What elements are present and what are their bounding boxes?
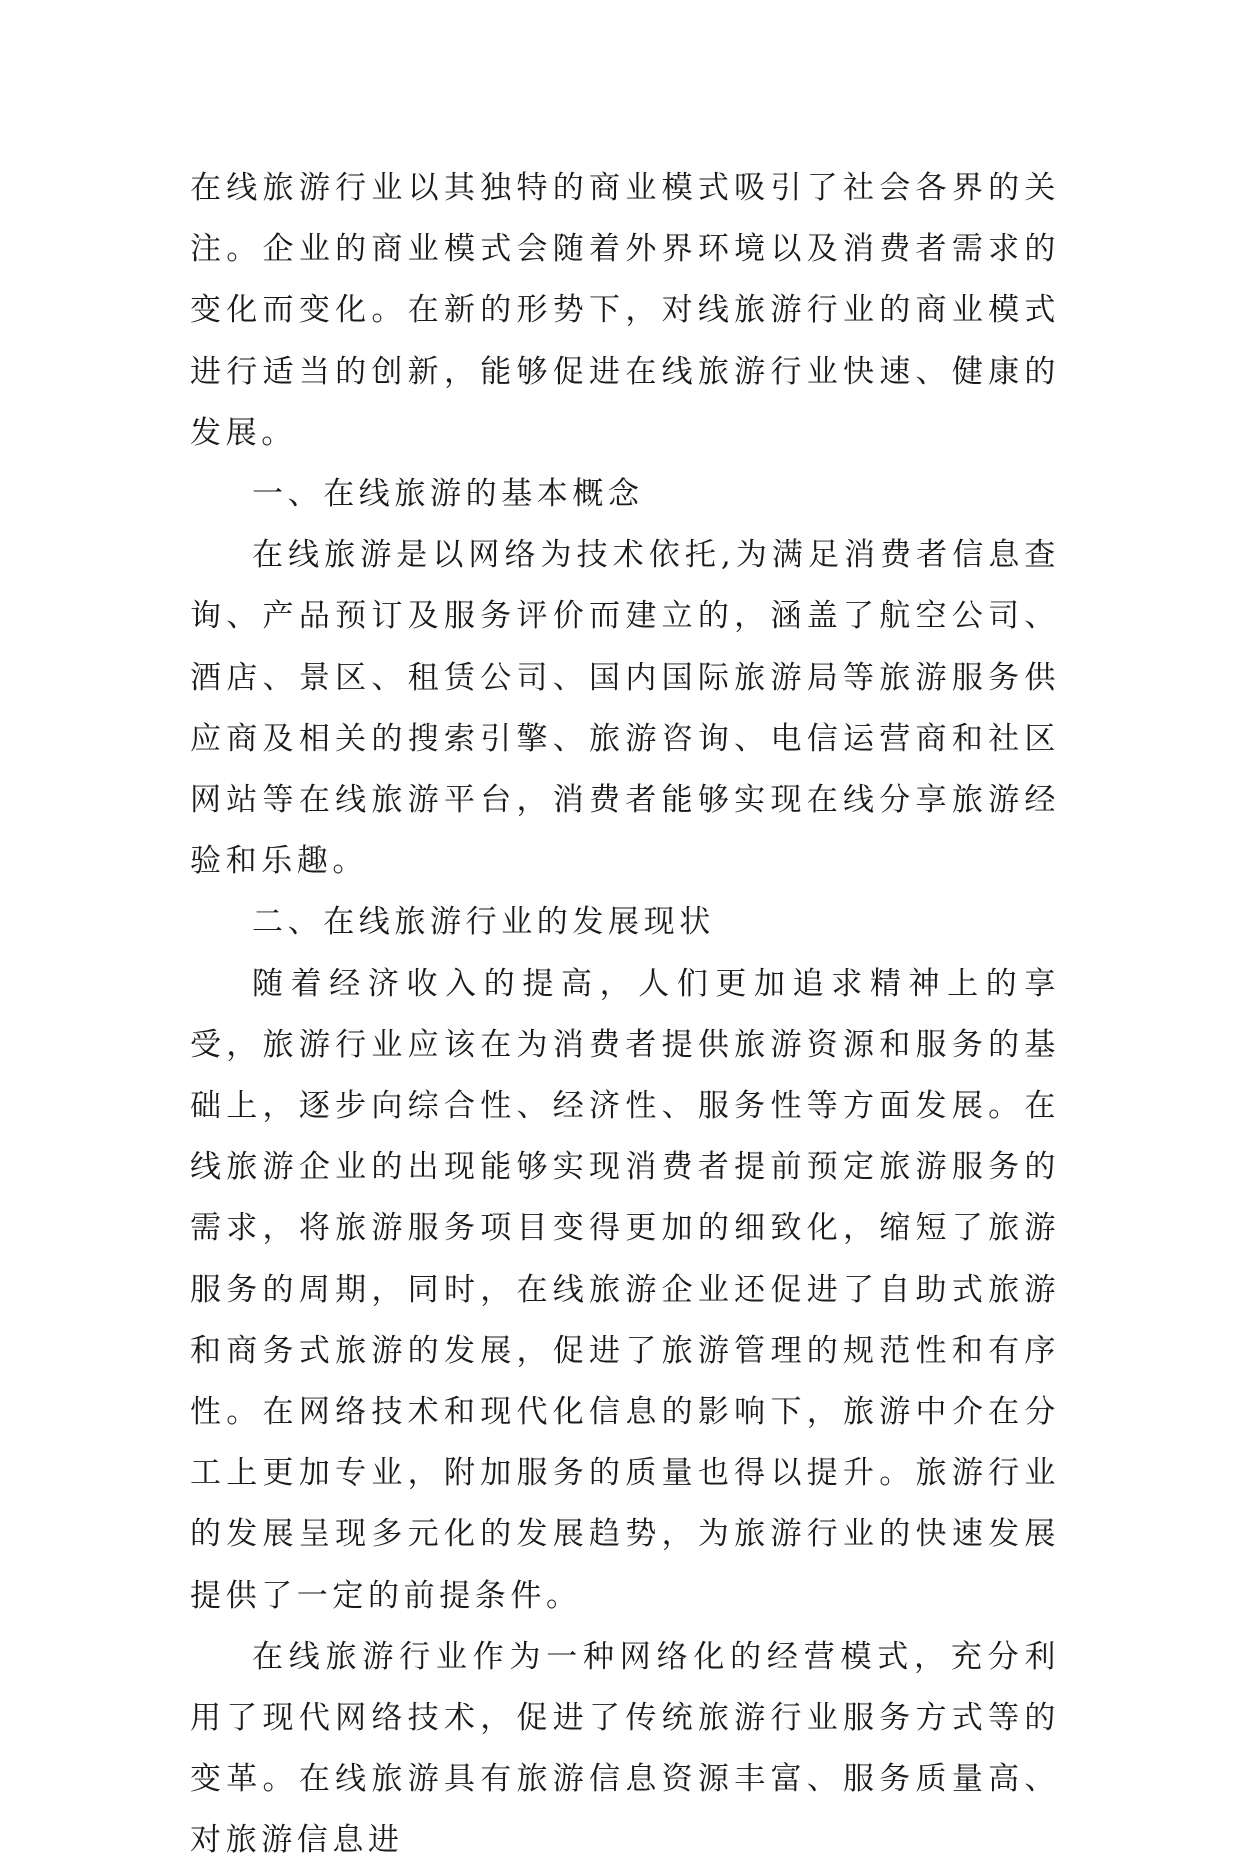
section-2-paragraph-2: 在线旅游行业作为一种网络化的经营模式，充分利用了现代网络技术，促进了传统旅游行业服务方式等的变革。在线旅游具有旅游信息资源丰富、服务质量高、对旅游信息进 [190, 1638, 1060, 1859]
section-2-paragraph-1: 随着经济收入的提高，人们更加追求精神上的享受，旅游行业应该在为消费者提供旅游资源和服务的基础上，逐步向综合性、经济性、服务性等方面发展。在线旅游企业的出现能够实现消费者提前预定旅游服务的需求，将旅游服务项目变得更加的细致化，缩短了旅游服务的周期，同时，在线旅游企业还促进了自助式旅游和商务式旅游的发展，促进了旅游管理的规范性和有序性。在网络技术和现代化信息的影响下，旅游中介在分工上更加专业，附加服务的质量也得以提升。旅游行业的发展呈现多元化的发展趋势，为旅游行业的快速发展提供了一定的前提条件。 [190, 965, 1060, 1614]
intro-paragraph: 在线旅游行业以其独特的商业模式吸引了社会各界的关注。企业的商业模式会随着外界环境以及消费者需求的变化而变化。在新的形势下，对线旅游行业的商业模式进行适当的创新，能够促进在线旅游行业快速、健康的发展。 [190, 170, 1060, 451]
section-1-paragraph: 在线旅游是以网络为技术依托,为满足消费者信息查询、产品预订及服务评价而建立的，涵盖了航空公司、酒店、景区、租赁公司、国内国际旅游局等旅游服务供应商及相关的搜索引擎、旅游咨询、电信运营商和社区网站等在线旅游平台，消费者能够实现在线分享旅游经验和乐趣。 [190, 537, 1060, 880]
document-body [190, 158, 1060, 1872]
section-heading-1: 一、在线旅游的基本概念 [252, 476, 644, 513]
section-heading-2: 二、在线旅游行业的发展现状 [252, 904, 715, 941]
